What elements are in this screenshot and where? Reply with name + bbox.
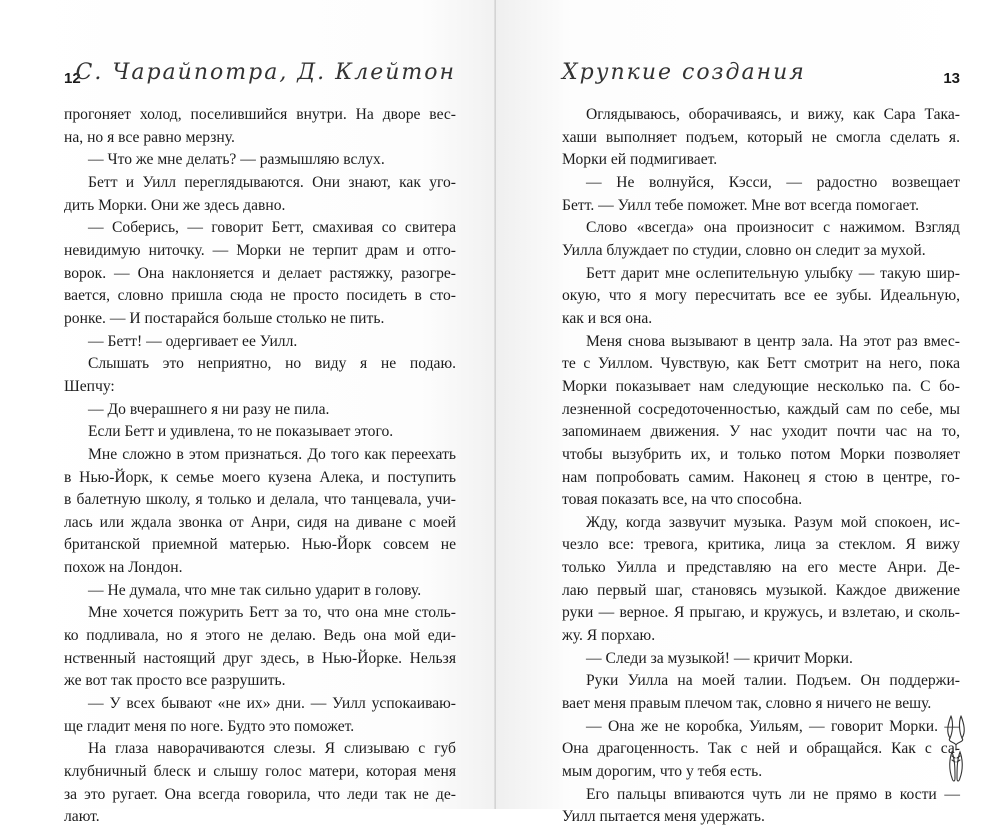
paragraph [64, 444, 456, 580]
text-line: чтобы вызубрить их, и только потом Морки позволяет [562, 445, 960, 463]
paragraph [64, 104, 456, 149]
text-line: вается, словно пришла сюда не просто посидеть в сто- [64, 287, 456, 305]
paragraph [562, 104, 960, 172]
paragraph [64, 353, 456, 398]
paragraph [64, 580, 456, 603]
text-line: Бетт дарит мне ослепительную улыбку — такую шир- [586, 264, 960, 282]
text-line: Она драгоценность. Так с ней и обращайся. Как с са- [562, 740, 960, 758]
text-line: в балетную школу, я только и делала, что танцевала, учи- [64, 491, 456, 509]
right-page-header [562, 60, 960, 94]
text-line: — Бетт! — одергивает ее Уилл. [88, 332, 298, 350]
text-line: Оглядываюсь, оборачиваясь, и вижу, как Сара Така- [586, 106, 960, 123]
text-line: лают. [64, 808, 100, 826]
text-line: — Соберись, — говорит Бетт, смахивая со свитера [88, 219, 456, 237]
text-line: в Нью-Йорк, к семье моего кузена Алека, и поступить [64, 468, 456, 486]
text-line: ще гладит меня по ноге. Будто это поможет. [64, 717, 355, 735]
text-line: запоминаем движения. У нас уходит почти час на то, [562, 423, 960, 441]
paragraph [64, 331, 456, 354]
text-line: британской приемной матерью. Нью-Йорк совсем не [64, 536, 456, 554]
page-number-left: 12 [64, 70, 81, 87]
text-line: — Не волнуйся, Кэсси, — радостно возвещает [586, 173, 960, 191]
text-line: — Что же мне делать? — размышляю вслух. [88, 151, 385, 169]
text-line: на, но я все равно мерзну. [64, 128, 235, 146]
text-line: — У всех бывают «не их» дни. — Уилл успокаиваю- [88, 695, 456, 713]
text-line: Морки показывает нам следующие несколько па. С бо- [562, 377, 960, 395]
text-line: лаю первый шаг, становясь музыкой. Каждое движение [562, 581, 960, 599]
text-line: дить Морки. Они же здесь давно. [64, 196, 286, 214]
text-line: — Следи за музыкой! — кричит Морки. [586, 649, 853, 667]
text-line: На глаза наворачиваются слезы. Я слизываю с губ [88, 740, 456, 758]
text-line: как и вся она. [562, 309, 653, 327]
text-line: ворок. — Она наклоняется и делает растяжку, разогре- [64, 264, 456, 282]
text-line: же вот так просто все разрушить. [64, 672, 286, 690]
text-line: клубничный блеск и слышу голос матери, которая меня [64, 763, 456, 781]
paragraph [64, 149, 456, 172]
right-page-body [562, 104, 960, 829]
text-line: лась или ждала звонка от Анри, сидя на диване с моей [64, 513, 456, 531]
paragraph [64, 217, 456, 330]
text-line: чезло все: тревога, критика, лица за стеклом. Я вижу [562, 536, 960, 554]
paragraph [64, 693, 456, 738]
text-line: Мне сложно в этом признаться. До того как переехать [88, 445, 456, 463]
left-page-header [64, 60, 456, 94]
text-line: руки — верное. Я прыгаю, и кружусь, и взлетаю, и сколь- [562, 604, 960, 622]
text-line: вает меня правым плечом так, словно я ничего не вешу. [562, 695, 932, 713]
paragraph [562, 512, 960, 648]
paragraph [64, 421, 456, 444]
paragraph [64, 602, 456, 693]
left-page [0, 0, 496, 826]
text-line: только Уилла и представляю на его месте Анри. Де- [562, 559, 960, 577]
text-line: нам попробовать самим. Наконец я стою в центре, го- [562, 468, 960, 486]
left-page-body [64, 104, 456, 829]
text-line: мым дорогим, что у тебя есть. [562, 763, 763, 781]
text-line: прогоняет холод, поселившийся внутри. На дворе вес- [64, 106, 456, 123]
right-page [496, 0, 1001, 826]
running-head-title: Хрупкие создания [562, 60, 806, 85]
text-line: — Она же не коробка, Уильям, — говорит Морки. — [586, 717, 960, 735]
text-line: хаши выполняет подъем, который не смогла сделать я. [562, 128, 960, 146]
paragraph [562, 716, 960, 784]
paragraph [64, 738, 456, 829]
text-line: Слово «всегда» она произносит с нажимом. Взгляд [586, 219, 960, 237]
text-line: ко подливала, но я этого не делаю. Ведь она мой еди- [64, 627, 456, 645]
text-line: за это ругает. Она всегда говорила, что леди так не де- [64, 785, 456, 803]
text-line: окую, что я могу пересчитать все ее зубы. Идеальную, [562, 287, 960, 305]
text-line: — Не думала, что мне так сильно ударит в голову. [88, 581, 422, 599]
page-number-right: 13 [943, 70, 960, 87]
text-line: Бетт. — Уилл тебе поможет. Мне вот всегда помогает. [562, 196, 919, 214]
paragraph [64, 172, 456, 217]
paragraph [562, 670, 960, 715]
paragraph [562, 784, 960, 829]
paragraph [562, 217, 960, 262]
text-line: жу. Я порхаю. [562, 627, 656, 645]
paragraph [64, 399, 456, 422]
text-line: ронке. — И постарайся больше столько не пить. [64, 309, 385, 327]
text-line: Если Бетт и удивлена, то не показывает этого. [88, 423, 394, 441]
text-line: Мне хочется пожурить Бетт за то, что она мне столь- [88, 604, 456, 622]
text-line: лезненной сосредоточенностью, каждый сам по себе, мы [562, 400, 960, 418]
text-line: Меня снова вызывают в центр зала. На этот раз вмес- [586, 332, 960, 350]
running-head-authors: С. Чарайпотра, Д. Клейтон [75, 60, 456, 85]
text-line: товая показать все, на что способна. [562, 491, 803, 509]
text-line: Шепчу: [64, 377, 115, 395]
text-line: Слышать это неприятно, но виду я не подаю. [88, 355, 456, 373]
paragraph [562, 263, 960, 331]
text-line: те с Уиллом. Чувствую, как Бетт смотрит на него, пока [562, 355, 960, 373]
text-line: Его пальцы впиваются чуть ли не прямо в кости — [586, 785, 960, 803]
text-line: Руки Уилла на моей талии. Подъем. Он поддержи- [586, 672, 960, 690]
text-line: — До вчерашнего я ни разу не пила. [88, 400, 330, 418]
text-line: Бетт и Уилл переглядываются. Они знают, как уго- [88, 173, 456, 191]
paragraph [562, 331, 960, 512]
text-line: Уилла блуждает по студии, словно он следит за мухой. [562, 241, 926, 259]
text-line: Уилл пытается меня удержать. [562, 808, 765, 826]
ballet-shoes-icon [943, 712, 969, 784]
paragraph [562, 172, 960, 217]
text-line: нственный настоящий друг здесь, в Нью-Йорке. Нельзя [64, 649, 456, 667]
text-line: невидимую ниточку. — Морки не терпит драм и отго- [64, 241, 456, 259]
text-line: похож на Лондон. [64, 559, 183, 577]
paragraph [562, 648, 960, 671]
text-line: Морки ей подмигивает. [562, 151, 718, 169]
text-line: Жду, когда зазвучит музыка. Разум мой спокоен, ис- [586, 513, 960, 531]
